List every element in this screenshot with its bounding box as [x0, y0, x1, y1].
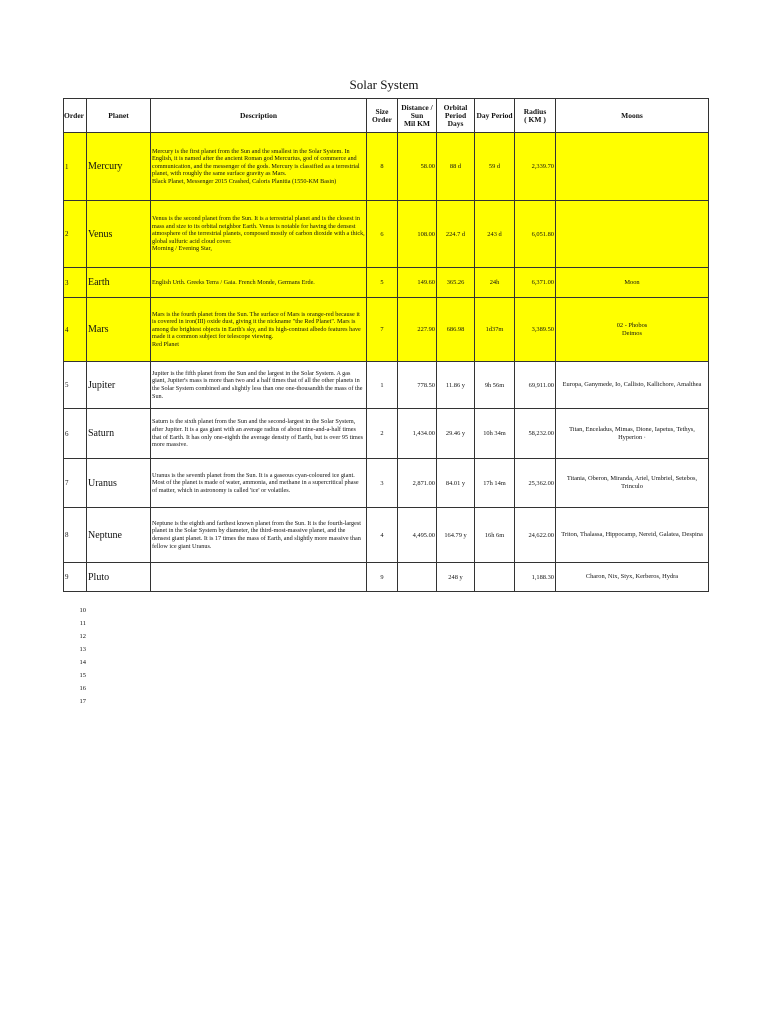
description-line: Mercury is the first planet from the Sun and the smallest in the Solar System. In English, it is named after the ancient Roman god Mercurius, god of commerce and communication, and the messenger of the gods. Mercury is classified as a terrestrial planet, with roughly the same surface gravity as Mars.: [152, 147, 360, 178]
cell-size-order[interactable]: 6: [367, 201, 398, 268]
cell-moons[interactable]: [556, 201, 709, 268]
cell-moons[interactable]: [556, 508, 709, 563]
cell-distance[interactable]: 1,434.00: [398, 409, 437, 459]
table-row: [64, 563, 709, 592]
cell-size-order[interactable]: 4: [367, 508, 398, 563]
cell-distance[interactable]: [398, 563, 437, 592]
header-orbital-line: Days: [447, 118, 464, 128]
header-radius-line: Radius: [523, 106, 547, 116]
moons-text: Charon, Nix, Styx, Kerberos, Hydra: [585, 573, 679, 580]
moons-text: Europa, Ganymede, Io, Callisto, Kallichore, Amalthea: [562, 381, 702, 388]
description-line: Uranus is the seventh planet from the Sun. It is a gaseous cyan-coloured ice giant. Most of the planet is made of water, ammonia, and methane in a supercritical phase of matter, which in astronomy is called 'ice' or volatiles.: [152, 471, 359, 494]
cell-order[interactable]: 8: [64, 508, 87, 563]
cell-description[interactable]: [151, 201, 367, 268]
cell-day-period[interactable]: 24h: [475, 268, 515, 298]
cell-radius[interactable]: 58,232.00: [515, 409, 556, 459]
cell-orbital-period[interactable]: 248 y: [437, 563, 475, 592]
cell-order[interactable]: 9: [64, 563, 87, 592]
cell-planet[interactable]: Venus: [87, 201, 151, 268]
header-radius-line: ( KM ): [524, 114, 546, 124]
row-number: 13: [79, 646, 86, 653]
cell-day-period[interactable]: 10h 34m: [475, 409, 515, 459]
cell-order[interactable]: 6: [64, 409, 87, 459]
row-number: 11: [79, 620, 86, 627]
table-row: [64, 201, 709, 268]
cell-day-period[interactable]: 16h 6m: [475, 508, 515, 563]
header-radius[interactable]: [515, 99, 556, 133]
cell-distance[interactable]: 227.90: [398, 298, 437, 362]
row-number: 10: [79, 607, 86, 614]
cell-day-period[interactable]: 1d37m: [475, 298, 515, 362]
table-row: [64, 508, 709, 563]
cell-orbital-period[interactable]: 29.46 y: [437, 409, 475, 459]
cell-order[interactable]: 1: [64, 133, 87, 201]
cell-distance[interactable]: 4,495.00: [398, 508, 437, 563]
cell-description[interactable]: [151, 133, 367, 201]
cell-radius[interactable]: 24,622.00: [515, 508, 556, 563]
table-row: [64, 133, 709, 201]
description-line: Neptune is the eighth and farthest known planet from the Sun. It is the fourth-largest planet in the Solar System by diameter, the third-most-massive planet, and the densest giant planet. It is 17 times the mass of Earth, and slightly more massive than fellow ice giant Uranus.: [152, 519, 362, 550]
header-size-order[interactable]: [367, 99, 398, 133]
cell-radius[interactable]: 6,051.80: [515, 201, 556, 268]
page-title: Solar System: [349, 77, 419, 92]
cell-distance[interactable]: 2,871.00: [398, 459, 437, 508]
cell-moons[interactable]: [556, 268, 709, 298]
header-orbital-line: Orbital: [443, 102, 468, 112]
description-line: Red Planet: [152, 340, 179, 348]
cell-description[interactable]: [151, 563, 367, 592]
cell-moons[interactable]: [556, 409, 709, 459]
cell-order[interactable]: 2: [64, 201, 87, 268]
cell-orbital-period[interactable]: 164.79 y: [437, 508, 475, 563]
cell-radius[interactable]: 2,339.70: [515, 133, 556, 201]
table-row: [64, 268, 709, 298]
cell-day-period[interactable]: 243 d: [475, 201, 515, 268]
cell-radius[interactable]: 25,362.00: [515, 459, 556, 508]
empty-row-numbers: [60, 604, 86, 708]
cell-distance[interactable]: 108.00: [398, 201, 437, 268]
moons-text: Moon: [624, 278, 640, 286]
row-number: 16: [79, 685, 86, 692]
moons-text: Deimos: [622, 329, 642, 337]
cell-orbital-period[interactable]: 84.01 y: [437, 459, 475, 508]
header-order[interactable]: Order: [64, 99, 87, 133]
row-number: 15: [79, 672, 86, 679]
header-planet[interactable]: Planet: [87, 99, 151, 133]
cell-description[interactable]: [151, 268, 367, 298]
cell-radius[interactable]: 69,911.00: [515, 362, 556, 409]
description-line: Venus is the second planet from the Sun. It is a terrestrial planet and is the closest in mass and size to its orbital neighbor Earth. Venus is notable for having the densest atmosphere of the terrestrial planets, composed mostly of carbon dioxide with a thick, global sulfuric acid cloud cover.: [152, 215, 365, 245]
cell-order[interactable]: 5: [64, 362, 87, 409]
description-line: Jupiter is the fifth planet from the Sun and the largest in the Solar System. A gas giant, Jupiter's mass is more than two and a half times that of all the other planets in the Solar System combined and slightly less than one one-thousandth the mass of the Sun.: [152, 369, 363, 400]
cell-planet[interactable]: Saturn: [87, 409, 151, 459]
cell-size-order[interactable]: 8: [367, 133, 398, 201]
cell-orbital-period[interactable]: 224.7 d: [437, 201, 475, 268]
cell-moons[interactable]: [556, 362, 709, 409]
cell-planet[interactable]: Earth: [87, 268, 151, 298]
header-distance[interactable]: [398, 99, 437, 133]
moons-text: Titania, Oberon, Miranda, Ariel, Umbriel, Setebos, Trinculo: [566, 475, 698, 490]
moons-text: Triton, Thalassa, Hippocamp, Nereid, Galatea, Despina: [561, 531, 703, 538]
description-line: Saturn is the sixth planet from the Sun and the second-largest in the Solar System, after Jupiter. It is a gas giant with an average radius of about nine-and-a-half times that of Earth. It has only one-eighth the average density of Earth, but is over 95 times more massive.: [152, 418, 364, 449]
cell-size-order[interactable]: 3: [367, 459, 398, 508]
header-size-order-line: Order: [372, 114, 392, 124]
moons-text: Titan, Enceladus, Mimas, Dione, Iapetus, Tethys, Hyperion ·: [569, 425, 695, 441]
cell-distance[interactable]: 149.60: [398, 268, 437, 298]
table-row: [64, 409, 709, 459]
description-line: Morning / Evening Star,: [152, 245, 212, 253]
cell-moons[interactable]: [556, 459, 709, 508]
cell-description[interactable]: [151, 362, 367, 409]
cell-day-period[interactable]: 59 d: [475, 133, 515, 201]
cell-moons[interactable]: [556, 133, 709, 201]
table-row: [64, 298, 709, 362]
header-day-period[interactable]: Day Period: [475, 99, 515, 133]
cell-distance[interactable]: 58.00: [398, 133, 437, 201]
cell-size-order[interactable]: 1: [367, 362, 398, 409]
header-size-order-line: Size: [375, 106, 389, 116]
cell-planet[interactable]: Jupiter: [87, 362, 151, 409]
cell-orbital-period[interactable]: 88 d: [437, 133, 475, 201]
header-description[interactable]: Description: [151, 99, 367, 133]
cell-planet[interactable]: Neptune: [87, 508, 151, 563]
row-number: 17: [79, 698, 86, 705]
cell-day-period[interactable]: 17h 14m: [475, 459, 515, 508]
cell-radius[interactable]: 1,188.30: [515, 563, 556, 592]
row-number: 12: [79, 633, 86, 640]
planets-table: [63, 98, 709, 592]
cell-distance[interactable]: 778.50: [398, 362, 437, 409]
cell-description[interactable]: [151, 298, 367, 362]
cell-orbital-period[interactable]: 365.26: [437, 268, 475, 298]
table-header-row: [64, 99, 709, 133]
description-line: Mars is the fourth planet from the Sun. The surface of Mars is orange-red because it is covered in iron(III) oxide dust, giving it the nickname "the Red Planet". Mars is among the brightest objects in Earth's sky, and its high-contrast albedo features have made it a common subject for telescope viewing.: [152, 310, 361, 341]
header-orbital-line: Period: [444, 110, 467, 120]
cell-planet[interactable]: Uranus: [87, 459, 151, 508]
cell-orbital-period[interactable]: 686.98: [437, 298, 475, 362]
description-line: Black Planet, Messenger 2015 Crashed, Caloris Planitia (1550-KM Basin): [152, 177, 337, 185]
header-distance-line: Distance /: [401, 102, 433, 112]
cell-order[interactable]: 4: [64, 298, 87, 362]
cell-description[interactable]: [151, 459, 367, 508]
cell-radius[interactable]: 3,389.50: [515, 298, 556, 362]
cell-size-order[interactable]: 2: [367, 409, 398, 459]
cell-orbital-period[interactable]: 11.86 y: [437, 362, 475, 409]
cell-day-period[interactable]: 9h 56m: [475, 362, 515, 409]
cell-description[interactable]: [151, 508, 367, 563]
description-line: English Urth. Greeks Terra / Gaia. French Monde, Germans Erde.: [152, 278, 315, 286]
cell-moons[interactable]: [556, 298, 709, 362]
cell-size-order[interactable]: 9: [367, 563, 398, 592]
cell-size-order[interactable]: 5: [367, 268, 398, 298]
cell-planet[interactable]: Pluto: [87, 563, 151, 592]
cell-description[interactable]: [151, 409, 367, 459]
cell-order[interactable]: 3: [64, 268, 87, 298]
cell-planet[interactable]: Mercury: [87, 133, 151, 201]
moons-text: 02 - Phobos: [616, 321, 648, 329]
cell-size-order[interactable]: 7: [367, 298, 398, 362]
cell-radius[interactable]: 6,371.00: [515, 268, 556, 298]
table-row: [64, 362, 709, 409]
cell-order[interactable]: 7: [64, 459, 87, 508]
header-distance-line: Mil KM: [403, 118, 431, 128]
header-orbital-period[interactable]: [437, 99, 475, 133]
cell-moons[interactable]: [556, 563, 709, 592]
cell-day-period[interactable]: [475, 563, 515, 592]
table-row: [64, 459, 709, 508]
header-moons[interactable]: Moons: [556, 99, 709, 133]
cell-planet[interactable]: Mars: [87, 298, 151, 362]
header-distance-line: Sun: [410, 110, 424, 120]
row-number: 14: [79, 659, 86, 666]
